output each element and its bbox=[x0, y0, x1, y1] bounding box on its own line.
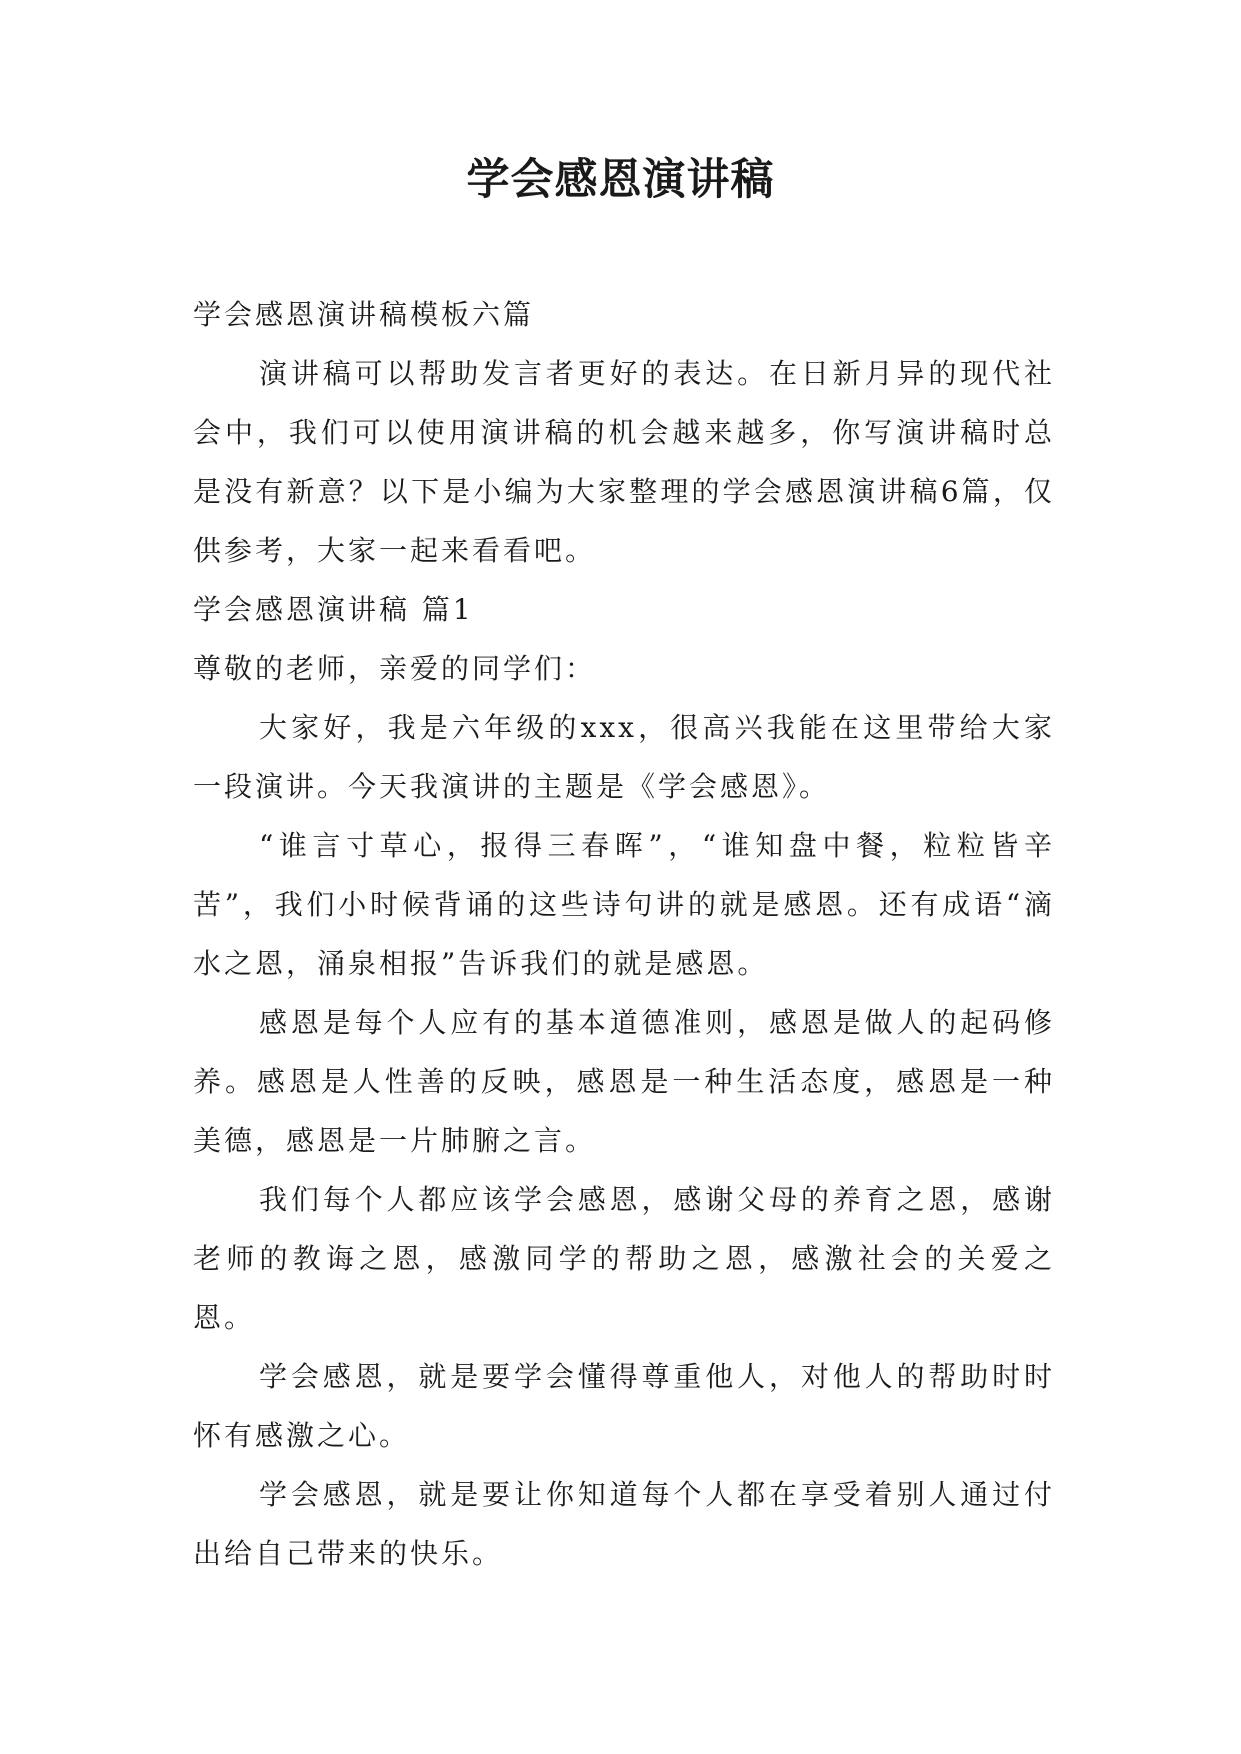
paragraph-poem: “谁言寸草心，报得三春晖”，“谁知盘中餐，粒粒皆辛苦”，我们小时候背诵的这些诗句讲的就是感恩。还有成语“滴水之恩，涌泉相报”告诉我们的就是感恩。 bbox=[193, 829, 1055, 980]
paragraph-intro: 演讲稿可以帮助发言者更好的表达。在日新月异的现代社会中，我们可以使用演讲稿的机会越来越多，你写演讲稿时总是没有新意？以下是小编为大家整理的学会感恩演讲稿6篇，仅供参考，大家一起来看看吧。 bbox=[193, 357, 1055, 567]
paragraph-definition: 感恩是每个人应有的基本道德准则，感恩是做人的起码修养。感恩是人性善的反映，感恩是一种生活态度，感恩是一种美德，感恩是一片肺腑之言。 bbox=[193, 1006, 1055, 1157]
paragraph-greeting: 大家好，我是六年级的xxx，很高兴我能在这里带给大家一段演讲。今天我演讲的主题是《学会感恩》。 bbox=[193, 711, 1055, 803]
paragraph-salutation: 尊敬的老师，亲爱的同学们： bbox=[193, 652, 597, 685]
document-title: 学会感恩演讲稿 bbox=[466, 155, 775, 205]
paragraph-subtitle: 学会感恩演讲稿模板六篇 bbox=[193, 298, 535, 331]
document-body bbox=[193, 285, 1055, 1583]
paragraph-respect: 学会感恩，就是要学会懂得尊重他人，对他人的帮助时时怀有感激之心。 bbox=[193, 1360, 1055, 1452]
paragraph-joy: 学会感恩，就是要让你知道每个人都在享受着别人通过付出给自己带来的快乐。 bbox=[193, 1478, 1055, 1570]
section-heading: 学会感恩演讲稿 篇1 bbox=[193, 593, 474, 626]
paragraph-thanks: 我们每个人都应该学会感恩，感谢父母的养育之恩，感谢老师的教诲之恩，感激同学的帮助之恩，感激社会的关爱之恩。 bbox=[193, 1183, 1055, 1334]
